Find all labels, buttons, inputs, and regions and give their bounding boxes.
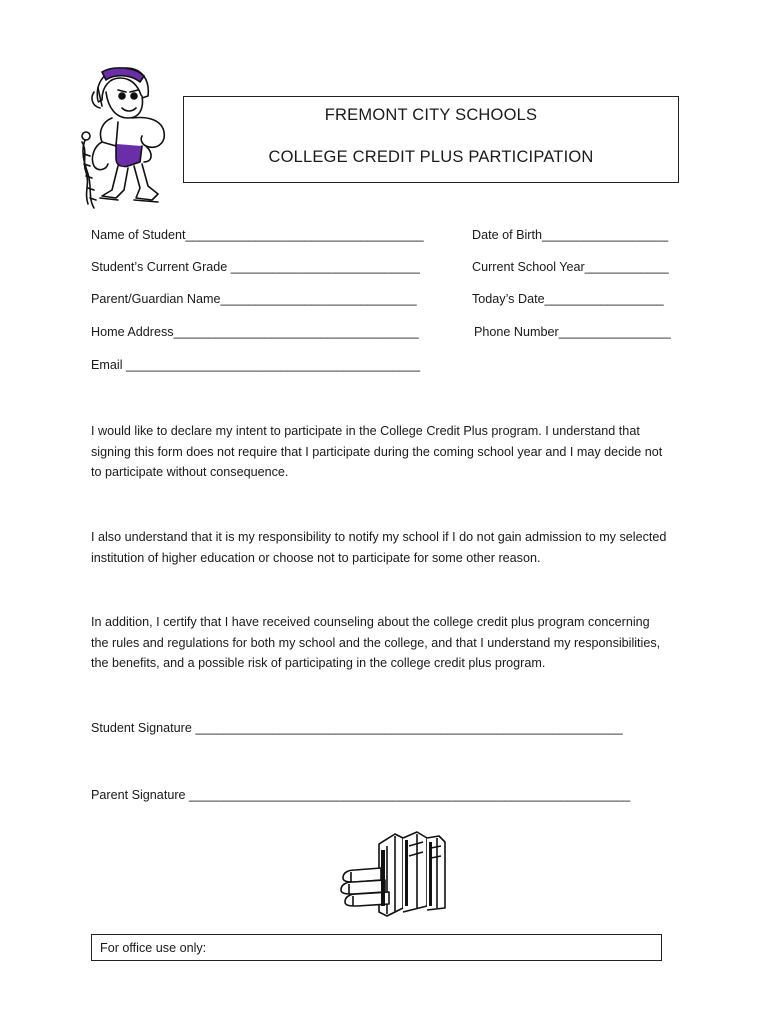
document-title: FREMONT CITY SCHOOLS: [324, 106, 538, 124]
paragraph-line: the rules and regulations for both my school and the college, and that I understand my responsibilities,: [91, 635, 661, 650]
paragraph-line: institution of higher education or choose not to participate for some other reason.: [91, 550, 541, 565]
paragraph-line: signing this form does not require that I participate during the coming school year and I may decide not: [91, 444, 663, 459]
paragraph-line: In addition, I certify that I have received counseling about the college credit plus program concerning: [91, 615, 650, 629]
paragraph-line: to participate without consequence.: [91, 465, 289, 479]
wrestler-mascot-image: [72, 62, 176, 210]
home-address-field[interactable]: Home Address___________________________________: [91, 325, 419, 339]
student-signature-field[interactable]: Student Signature _____________________________________________________________: [91, 721, 623, 735]
student-name-field[interactable]: Name of Student__________________________________: [91, 228, 424, 242]
intent-paragraph: [91, 421, 691, 483]
responsibility-paragraph: [91, 527, 691, 568]
paragraph-line: I would like to declare my intent to participate in the College Credit Plus program. I understand that: [91, 424, 640, 438]
date-of-birth-field[interactable]: Date of Birth__________________: [472, 228, 669, 242]
books-icon: [337, 826, 453, 918]
certification-paragraph: [91, 612, 691, 674]
office-use-label: For office use only:: [100, 941, 207, 955]
current-school-year-field[interactable]: Current School Year____________: [472, 260, 669, 274]
document-subtitle: COLLEGE CREDIT PLUS PARTICIPATION: [268, 148, 594, 166]
todays-date-field[interactable]: Today’s Date_________________: [472, 292, 664, 306]
parent-name-field[interactable]: Parent/Guardian Name____________________________: [91, 292, 417, 306]
office-use-box: [91, 934, 662, 961]
paragraph-line: the benefits, and a possible risk of participating in the college credit plus program.: [91, 656, 546, 670]
paragraph-line: I also understand that it is my responsibility to notify my school if I do not gain admission to my selected: [91, 530, 667, 544]
email-field[interactable]: Email __________________________________________: [91, 358, 421, 372]
title-box: [183, 96, 679, 183]
current-grade-field[interactable]: Student’s Current Grade ___________________________: [91, 260, 420, 274]
parent-signature-field[interactable]: Parent Signature _______________________________________________________________: [91, 788, 631, 802]
phone-number-field[interactable]: Phone Number________________: [474, 325, 671, 339]
